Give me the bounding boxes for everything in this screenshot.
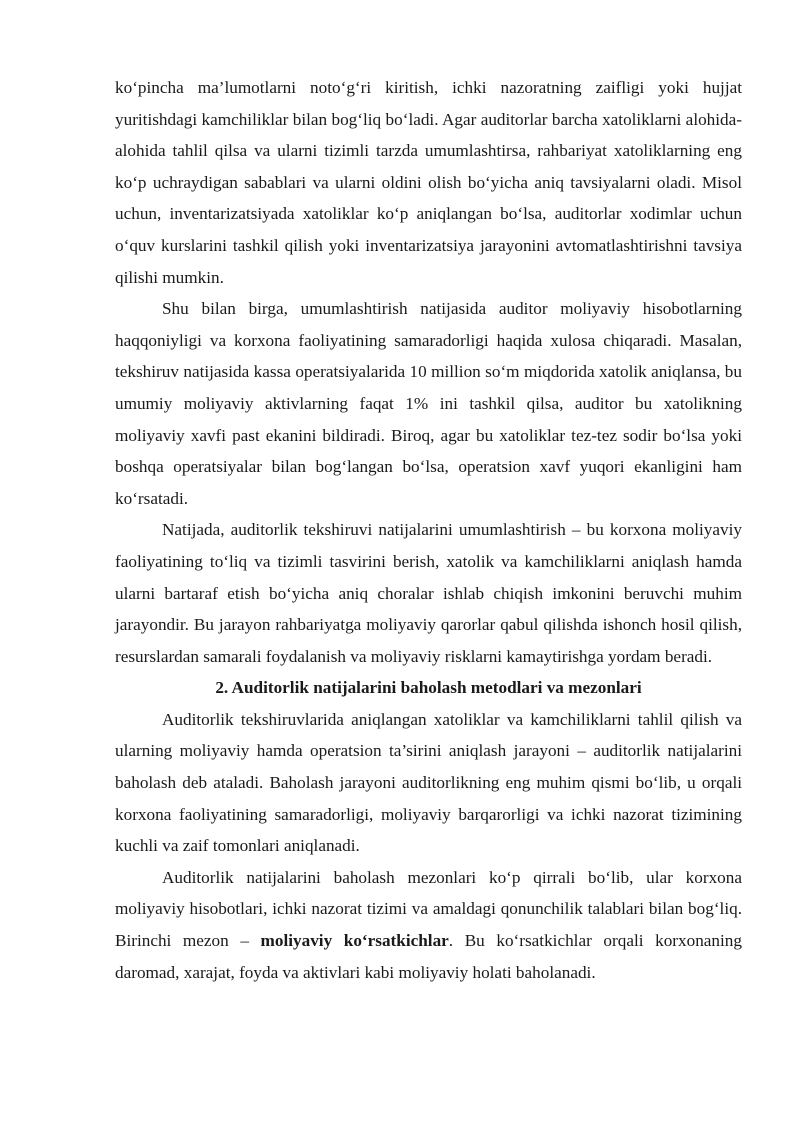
paragraph-5: [115, 862, 742, 988]
document-page: [115, 72, 742, 988]
paragraph-2: Shu bilan birga, umumlashtirish natijasida auditor moliyaviy hisobotlarning haqqoniyligi va korxona faoliyatining samaradorligi haqida xulosa chiqaradi. Masalan, tekshiruv natijasida kassa operatsiyalarida 10 million so‘m miqdorida xatolik aniqlansa, bu umumiy moliyaviy aktivlarning faqat 1% ini tashkil qilsa, auditor bu xatolikning moliyaviy xavfi past ekanini bildiradi. Biroq, agar bu xatoliklar tez-tez sodir bo‘lsa yoki boshqa operatsiyalar bilan bog‘langan bo‘lsa, operatsion xavf yuqori ekanligini ham ko‘rsatadi.: [115, 299, 742, 508]
paragraph-3: Natijada, auditorlik tekshiruvi natijalarini umumlashtirish – bu korxona moliyaviy faoliyatining to‘liq va tizimli tasvirini berish, xatolik va kamchiliklarni aniqlash hamda ularni bartaraf etish bo‘yicha aniq choralar ishlab chiqish imkonini beruvchi muhim jarayondir. Bu jarayon rahbariyatga moliyaviy qarorlar qabul qilishda ishonch hosil qilish, resurslardan samarali foydalanish va moliyaviy risklarni kamaytirishga yordam beradi.: [115, 520, 742, 666]
paragraph-5-text-start: Auditorlik natijalarini baholash mezonlari ko‘p qirrali bo‘lib, ular korxona moliyaviy hisobotlari, ichki nazorat tizimi va amaldagi qonunchilik talablari bilan bog‘liq. Birinchi mezon –: [115, 867, 742, 951]
section-heading: 2. Auditorlik natijalarini baholash metodlari va mezonlari: [215, 678, 642, 698]
paragraph-1: ko‘pincha ma’lumotlarni noto‘g‘ri kiritish, ichki nazoratning zaifligi yoki hujjat yuritishdagi kamchiliklar bilan bog‘liq bo‘ladi. Agar auditorlar barcha xatoliklarni alohida-alohida tahlil qilsa va ularni tizimli tarzda umumlashtirsa, rahbariyat xatoliklarning eng ko‘p uchraydigan sabablari va ularni oldini olish bo‘yicha aniq tavsiyalarni oladi. Misol uchun, inventarizatsiyada xatoliklar ko‘p aniqlangan bo‘lsa, auditorlar xodimlar uchun o‘quv kurslarini tashkil qilish yoki inventarizatsiya jarayonini avtomatlashtirishni tavsiya qilishi mumkin.: [115, 78, 742, 287]
bold-term: moliyaviy ko‘rsatkichlar: [260, 931, 449, 951]
paragraph-4: Auditorlik tekshiruvlarida aniqlangan xatoliklar va kamchiliklarni tahlil qilish va ularning moliyaviy hamda operatsion ta’sirini aniqlash jarayoni – auditorlik natijalarini baholash deb ataladi. Baholash jarayoni auditorlikning eng muhim qismi bo‘lib, u orqali korxona faoliyatining samaradorligi, moliyaviy barqarorligi va ichki nazorat tizimining kuchli va zaif tomonlari aniqlanadi.: [115, 709, 742, 856]
paragraph-5-text-end: . Bu ko‘rsatkichlar orqali korxonaning daromad, xarajat, foyda va aktivlari kabi moliyaviy holati baholanadi.: [115, 931, 742, 982]
